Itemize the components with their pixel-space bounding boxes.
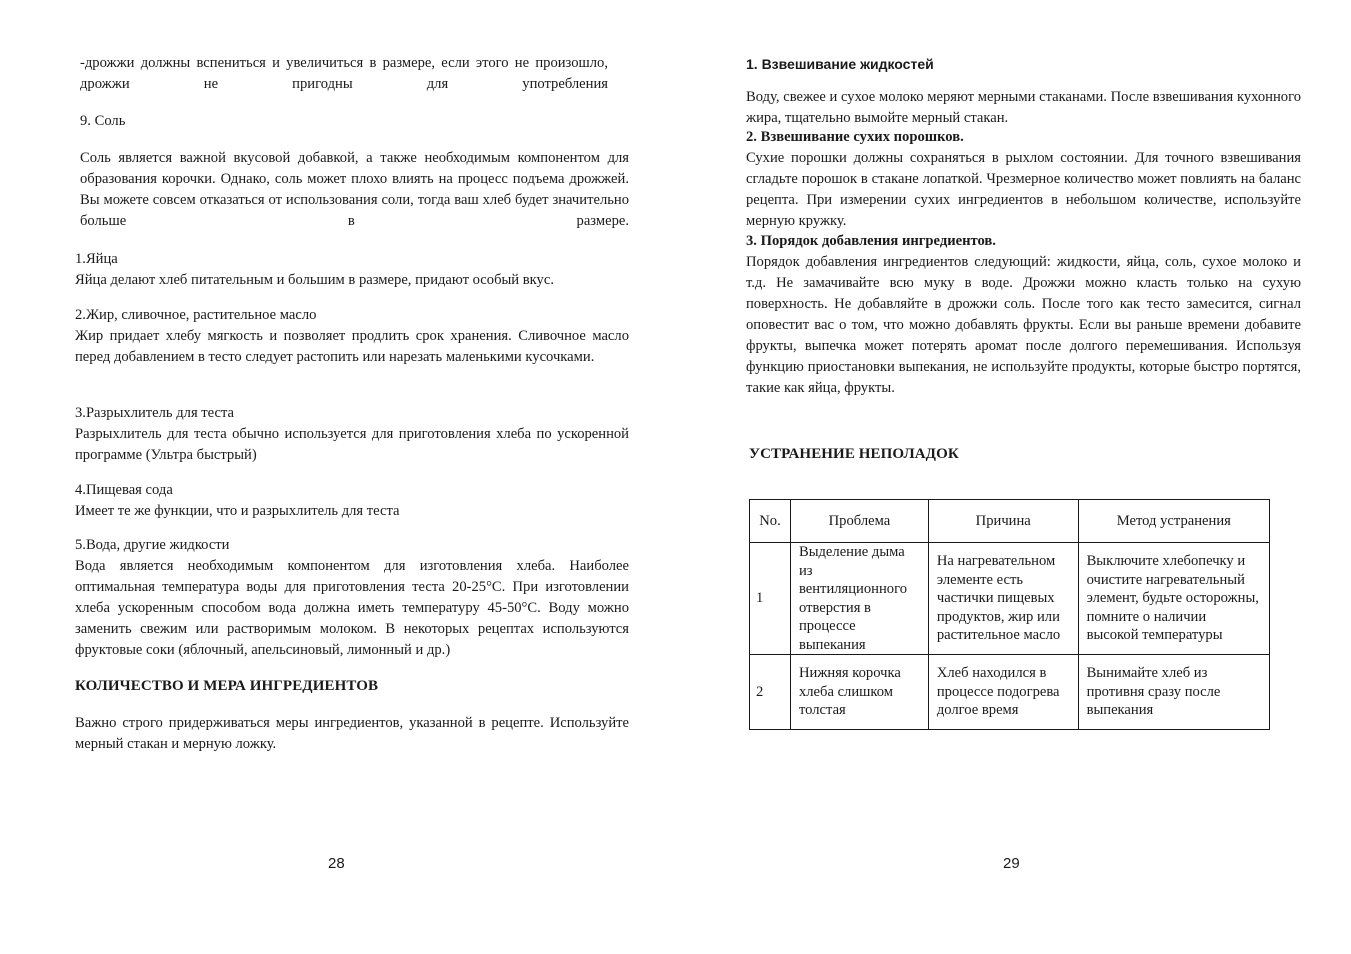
table-header-no: No. [750,500,791,543]
page-right [675,0,1351,954]
section-powders-title: 2. Взвешивание сухих порошков. [746,129,964,145]
ingredient-water [75,535,629,661]
table-cell-cause: Хлеб находился в процессе подогрева долгое время [928,655,1078,730]
salt-heading: 9. Соль [80,113,126,129]
section-liquids-title: 1. Взвешивание жидкостей [746,56,934,72]
ingredient-baking-powder-title: 3.Разрыхлитель для теста [75,405,235,421]
ingredient-water-title: 5.Вода, другие жидкости [75,537,230,553]
ingredient-baking-powder-text: Разрыхлитель для теста обычно используется для приготовления хлеба по ускоренной программе (Ультра быстрый) [75,426,629,463]
table-cell-problem: Выделение дыма из вентиляционного отверстия в процессе выпекания [790,543,928,655]
troubleshoot-table [749,499,1270,730]
yeast-note: -дрожжи должны вспениться и увеличиться в размере, если этого не произошло, дрожжи не пригодны для употребления [80,55,608,92]
page-number-right: 29 [1003,855,1020,872]
troubleshoot-heading: УСТРАНЕНИЕ НЕПОЛАДОК [749,446,959,462]
section-order-text: Порядок добавления ингредиентов следующий: жидкости, яйца, соль, сухое молоко и т.д. Не замачивайте всю муку в воде. Дрожжи можно класть только на сухую поверхность. Не добавляйте в дрожжи соль. После того как тесто замесится, сигнал оповестит вас о том, что можно добавлять фрукты. Если вы раньше времени добавите фрукты, выпечка может потерять аромат после долгого перемешивания. Используя функцию приостановки выпекания, не используйте продукты, которые быстро портятся, такие как яйца, фрукты. [746,254,1301,396]
ingredient-eggs-text: Яйца делают хлеб питательным и большим в размере, придают особый вкус. [75,272,554,288]
table-cell-no: 1 [750,543,791,655]
page-left [0,0,675,954]
table-cell-problem: Нижняя корочка хлеба слишком толстая [790,655,928,730]
ingredient-fat [75,305,629,368]
ingredient-eggs-title: 1.Яйца [75,251,118,267]
table-header-solution: Метод устранения [1078,500,1269,543]
table-header-cause: Причина [928,500,1078,543]
ingredient-soda-text: Имеет те же функции, что и разрыхлитель для теста [75,503,400,519]
table-cell-cause: На нагревательном элементе есть частички пищевых продуктов, жир или растительное масло [928,543,1078,655]
ingredient-fat-title: 2.Жир, сливочное, растительное масло [75,307,317,323]
ingredient-fat-text: Жир придает хлебу мягкость и позволяет продлить срок хранения. Сливочное масло перед добавлением в тесто следует растопить или нарезать маленькими кусочками. [75,328,629,365]
section-powders-text: Сухие порошки должны сохраняться в рыхлом состоянии. Для точного взвешивания сгладьте порошок в стакане лопаткой. Чрезмерное количество может повлиять на баланс рецепта. При измерении сухих ингредиентов в небольшом количестве, используйте мерную кружку. [746,150,1301,229]
section-liquids-text: Воду, свежее и сухое молоко меряют мерными стаканами. После взвешивания кухонного жира, тщательно вымойте мерный стакан. [746,89,1301,126]
measure-heading: КОЛИЧЕСТВО И МЕРА ИНГРЕДИЕНТОВ [75,678,379,694]
measure-text: Важно строго придерживаться меры ингредиентов, указанной в рецепте. Используйте мерный стакан и мерную ложку. [75,715,629,752]
salt-text: Соль является важной вкусовой добавкой, а также необходимым компонентом для образования корочки. Однако, соль может плохо влиять на процесс подъема дрожжей. Вы можете совсем отказаться от использования соли, тогда ваш хлеб будет значительно больше в размере. [80,150,629,229]
page-number-left: 28 [328,855,345,872]
table-cell-solution: Выключите хлебопечку и очистите нагревательный элемент, будьте осторожны, помните о наличии высокой температуры [1078,543,1269,655]
ingredient-eggs [75,249,629,291]
table-cell-solution: Вынимайте хлеб из противня сразу после выпекания [1078,655,1269,730]
ingredient-baking-powder [75,403,629,466]
table-row [750,655,1270,730]
ingredient-soda [75,480,629,522]
table-cell-no: 2 [750,655,791,730]
section-order-title: 3. Порядок добавления ингредиентов. [746,233,996,249]
table-header-row [750,500,1270,543]
ingredient-water-text: Вода является необходимым компонентом для изготовления хлеба. Наиболее оптимальная температура воды для приготовления теста 20-25°С. При изготовлении хлеба ускоренным способом вода должна иметь температуру 45-50°С. Воду можно заменить свежим или растворимым молоком. В некоторых рецептах используются фруктовые соки (яблочный, апельсиновый, лимонный и др.) [75,558,629,658]
ingredient-soda-title: 4.Пищевая сода [75,482,173,498]
table-row [750,543,1270,655]
table-header-problem: Проблема [790,500,928,543]
